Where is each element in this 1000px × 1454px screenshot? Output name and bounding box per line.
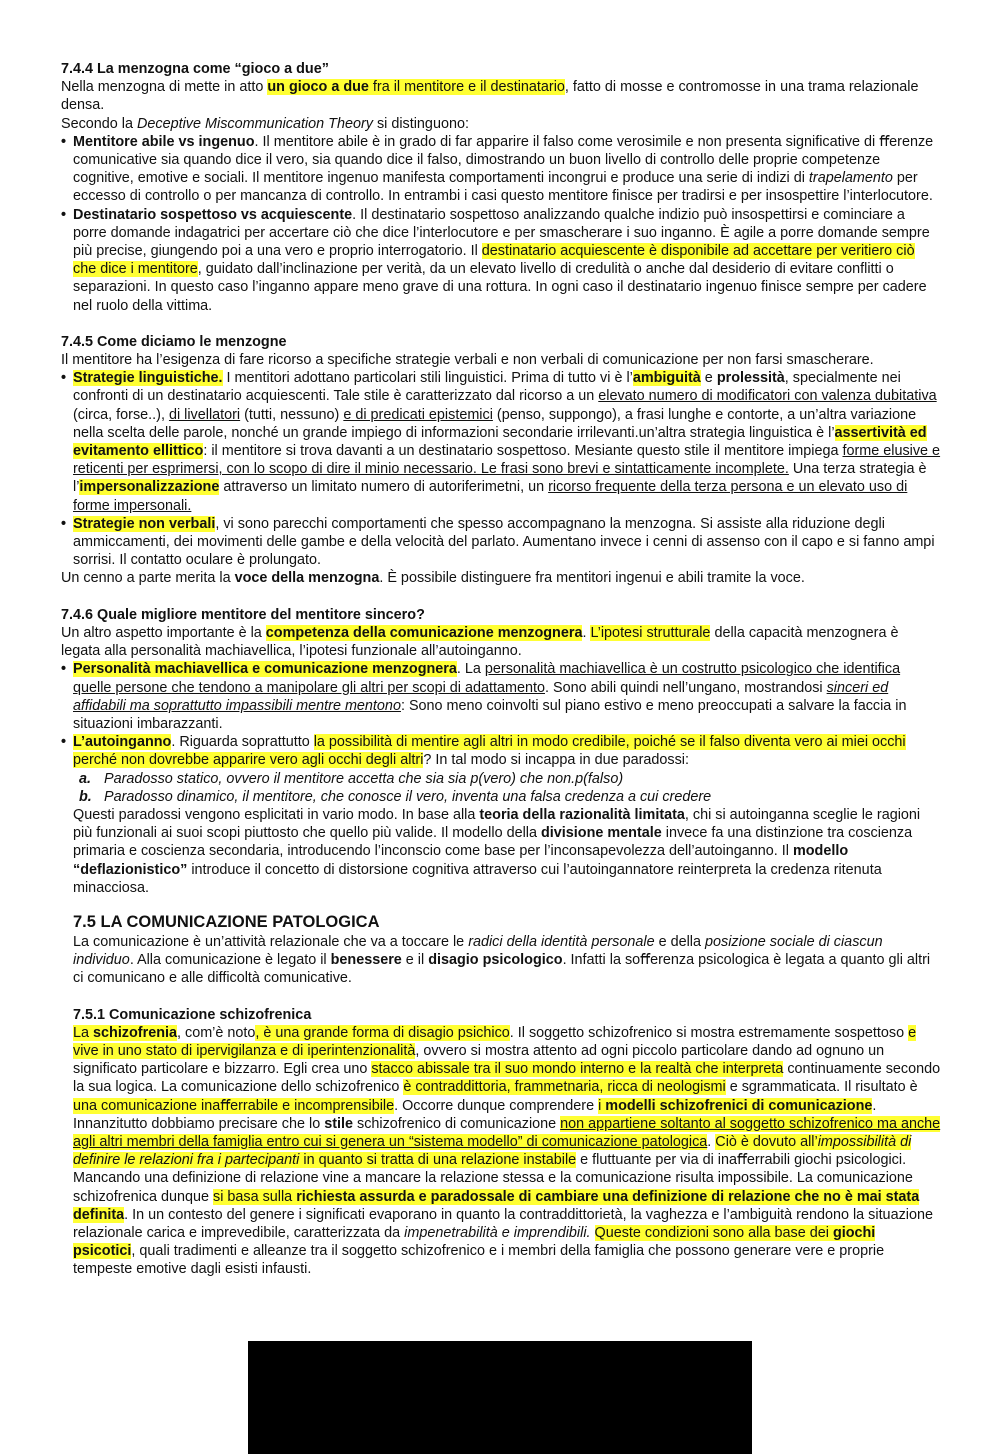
text-span: Secondo la: [61, 115, 138, 132]
sub-item-paradosso-dinamico: [79, 788, 941, 806]
text-span: . In un contesto del genere i significati evaporano in quanto la contraddittorietà, la vaghezza e l’ambiguità rendono la situazione relazionale carica e imprevedibile, caratterizzata da: [73, 1206, 933, 1241]
text-span: . Riguarda soprattutto: [171, 734, 314, 751]
text-span: Un cenno a parte merita la: [61, 570, 235, 587]
highlight-span: la possibilità di mentire agli altri in modo credibile, poiché se il falso diventa vero ai miei occhi perché non dovrebbe apparire vero agli occhi degli altri: [73, 734, 906, 769]
bullet-strategie-non-verbali: [61, 515, 941, 570]
bullet-autoinganno: [61, 733, 941, 769]
text-span: (tutti, nessuno): [240, 406, 344, 423]
underline-span: forme elusive e reticenti per esprimersi, con lo scopo di dire il minio necessario. Le frasi sono brevi e sintatticamente incomplete.: [73, 443, 941, 478]
highlight-bold-span: Strategie linguistiche.: [73, 370, 223, 387]
text-span: introduce il concetto di distorsione cognitiva attraverso cui l’autoingannatore reinterpreta la credenza ritenuta minacciosa.: [73, 861, 882, 896]
redaction-bar: [248, 1341, 752, 1454]
bold-span: disagio psicologico: [428, 952, 563, 969]
italic-span: Deceptive Miscommunication Theory: [137, 115, 373, 132]
paragraph-competenza: [61, 624, 941, 660]
bold-span: divisione mentale: [540, 825, 662, 842]
text-span: , il mentitore, che conosce il vero, inventa una falsa credenza a cui credere: [234, 788, 712, 805]
text-span: : Sono meno coinvolti sul piano estivo e meno preoccupati a salvare la faccia in situazioni imbarazzanti.: [73, 697, 907, 732]
text-span: ovvero il mentitore accetta che sia sia p(vero) che non.p(falso): [222, 770, 624, 787]
italic-span: radici della identità personale: [468, 933, 655, 950]
highlight-bold-span: impersonalizzazione: [79, 479, 220, 496]
text-span: fra il mentitore e il destinatario: [368, 79, 565, 96]
document-content: [61, 60, 941, 1279]
text-span: e: [700, 370, 717, 387]
text-span: . Innanzitutto dobbiamo precisare che lo: [73, 1097, 877, 1132]
highlight-span: [598, 1098, 872, 1114]
text-span: erenze comunicative sia quando dice il vero, sia quando dice il falso, dimostrando un buon livello di controllo delle proprie competenze cognitive, emotive e sociali. Il mentitore ingenuo manifesta comportamenti incongrui e produce una serie di indizi di: [73, 133, 934, 187]
text-span: , guidato dall’inclinazione per verità, da un elevato livello di credulità o anche dal desiderio di evitare conflitti o separazioni. In questo caso l’inganno appare meno grave di una rottura. In ogni caso il destinatario ingenuo finisce sempre per cadere nel ruolo della vittima.: [73, 261, 927, 314]
spacer: [61, 588, 941, 606]
text-span: continuamente secondo la sua logica. La comunicazione dello schizofrenico: [73, 1061, 941, 1096]
bold-span: benessere: [330, 952, 402, 969]
text-span: e fluttuante per via di ina: [576, 1152, 737, 1169]
bold-span: schizofrenia: [93, 1024, 177, 1041]
paragraph-schizofrenia: [73, 1024, 941, 1279]
bullet-list-personalita: [61, 660, 941, 769]
text-span: Nella menzogna di mette in atto: [61, 79, 268, 96]
text-span: La: [73, 1024, 94, 1041]
highlight-span: [73, 1025, 177, 1041]
section-heading-7-4-6: 7.4.6 Quale migliore mentitore del mentitore sincero?: [61, 606, 425, 623]
highlight-bold-span: Personalità machiavellica e comunicazione menzognera: [73, 661, 457, 678]
list-marker: b.: [79, 788, 92, 805]
text-span: Queste condizioni sono alla base dei: [594, 1224, 833, 1241]
text-span: Paradosso statico,: [104, 770, 223, 787]
text-span: Paradosso dinamico: [104, 788, 235, 805]
text-span: , chi si autoinganna sceglie le ragioni più funzionali ai suoi scopi piuttosto che quello più valide. Il modello della: [73, 806, 921, 842]
bullet-list-mentitore: [61, 133, 941, 315]
highlight-bold-span: ambiguità: [632, 370, 701, 387]
text-span: , com’è noto: [177, 1024, 256, 1041]
text-span: , specialmente nei confronti di un destinatario acquiescenti. Tale stile è caratterizzato dal ricorso a un: [73, 370, 901, 405]
bullet-strategie-linguistiche: [61, 369, 941, 515]
bold-span: stile: [324, 1115, 353, 1132]
text-span: errabili giochi psicologici. Mancando una definizione di relazione vine a mancare la relazione stessa e la comunicazione risulta impossibile. La comunicazione schizofrenica dunque: [73, 1152, 913, 1205]
text-span: Questi paradossi vengono esplicitati in vario modo. In base alla: [73, 806, 480, 823]
text-span: una comunicazione ina: [73, 1097, 221, 1114]
text-span: I mentitori adottano particolari stili linguistici. Prima di tutto vi è l’: [222, 370, 633, 387]
text-span: . Il destinatario sospettoso analizzando qualche indizio può insospettirsi e cominciare a porre domande indagatrici per accertare ciò che dice l’interlocutore e per smascherare i suo inganno. È agile a porre domande sempre più precise, giungendo poi a una vero e proprio interrogatorio. Il: [73, 206, 930, 260]
bold-span: richiesta assurda e paradossale di cambiare una definizione di relazione che no è mai stata definita: [73, 1188, 920, 1223]
text-span: i: [598, 1097, 606, 1114]
text-span: per eccesso di controllo o per mancanza di controllo. In entrambi i casi questo mentitore finisce per tradirsi e per insospettire l’interlocutore.: [73, 170, 933, 205]
text-span: . Occorre dunque comprendere: [394, 1097, 599, 1114]
section-heading-7-5-1: 7.5.1 Comunicazione schizofrenica: [73, 1006, 312, 1023]
list-marker: a.: [79, 770, 92, 787]
ligature-glyph: ﬀ: [640, 952, 651, 969]
text-span: . Sono abili quindi nell’ungano, mostrandosi: [545, 679, 827, 696]
text-span: ? In tal modo si incappa in due paradossi:: [423, 752, 689, 769]
italic-span: impenetrabilità e imprendibili.: [404, 1224, 591, 1241]
highlight-underline-span: non appartiene soltanto al soggetto schizofrenico ma anche agli altri membri della famiglia entro cui si genera un “sistema modello” di comunicazione patologica: [73, 1115, 941, 1150]
text-span: . Il soggetto schizofrenico si mostra estremamente sospettoso: [509, 1024, 909, 1041]
ligature-glyph: ﬀ: [736, 1152, 747, 1169]
text-span: . Infatti la so: [562, 952, 641, 969]
text-span: Ciò è dovuto all’: [715, 1133, 818, 1150]
bold-span: voce della menzogna: [234, 570, 380, 587]
text-span: erenza psicologica è legata a quanto gli altri ci comunicano e alle difficoltà comunicative.: [73, 952, 931, 987]
bullet-destinatario: [61, 206, 941, 315]
highlight-span: destinatario acquiescente è disponibile ad accettare per veritiero ciò che dice i mentitore: [73, 243, 915, 278]
text-span: e della: [654, 933, 705, 950]
highlight-bold-span: L’autoinganno: [73, 734, 172, 751]
paragraph-strategie-intro: Il mentitore ha l’esigenza di fare ricorso a specifiche strategie verbali e non verbali di comunicazione per non farsi smascherare.: [61, 352, 874, 369]
bold-span: modelli schizofrenici di comunicazione: [605, 1097, 873, 1114]
text-span: e sgrammaticata. Il risultato è: [725, 1079, 918, 1096]
bold-span: un gioco a due: [267, 79, 369, 96]
text-span: , quali tradimenti e alleanze tra il soggetto schizofrenico e i membri della famiglia che possono generare vere e proprie tempeste emotive dagli esisti infausti.: [73, 1243, 885, 1278]
text-span: . È possibile distinguere fra mentitori ingenui e abili tramite la voce.: [379, 570, 805, 587]
underline-span: e di predicati epistemici: [343, 406, 493, 423]
highlight-bold-span: Strategie non verbali: [73, 515, 216, 532]
text-span: . Il mentitore abile è in grado di far apparire il falso come verosimile e non presenta significative di: [254, 133, 880, 150]
highlight-span: [267, 79, 565, 95]
underline-span: elevato numero di modificatori con valenza dubitativa: [598, 388, 937, 405]
bullet-mentitore-abile: [61, 133, 941, 206]
bullet-machiavellica: [61, 660, 941, 733]
text-span: errabile e incomprensibile: [230, 1097, 395, 1114]
text-span: , fatto di mosse e contromosse in una trama relazionale densa.: [61, 79, 919, 114]
highlight-span: e vive in uno stato di ipervigilanza e di iperintenzionalità: [73, 1024, 917, 1059]
underline-span: ricorso frequente della terza persona e un elevato uso di forme impersonali.: [73, 479, 908, 514]
text-span: (penso, suppongo), a frasi lunghe e contorte, a un’altra variazione nella scelta delle parole, nonché un grande impiego di informazioni secondarie irrilevanti.un’altra strategia linguistica è l’: [73, 406, 917, 441]
paragraph-gioco-a-due: [61, 78, 941, 114]
text-span: (circa, forse..),: [73, 406, 169, 423]
sub-list-paradossi: [61, 770, 941, 806]
bullet-list-strategie: [61, 369, 941, 569]
section-heading-7-5: 7.5 LA COMUNICAZIONE PATOLOGICA: [73, 912, 380, 931]
text-span: in quanto si tratta di una relazione instabile: [299, 1152, 577, 1169]
text-span: invece fa una distinzione tra coscienza primaria e coscienza secondaria, introducendo l’inconscio come base per l’inconsapevolezza dell’autoinganno. Il: [73, 825, 913, 860]
text-span: . La: [456, 661, 485, 678]
text-span: attraverso un limitato numero di autoriferimetni, un: [219, 479, 549, 496]
text-span: , vi sono parecchi comportamenti che spesso accompagnano la menzogna. Si assiste alla riduzione degli ammiccamenti, dei movimenti delle gambe e della velocità del parlato. Aumentano invece i cenni di assenso con il capo e si fanno ampi sorrisi. Il contatto oculare è prolungato.: [73, 515, 935, 569]
text-span: .: [707, 1133, 716, 1150]
highlight-span: L’ipotesi strutturale: [590, 624, 711, 641]
text-span: e il: [401, 952, 429, 969]
ligature-glyph: ﬀ: [879, 133, 890, 150]
bold-span: Destinatario sospettoso vs acquiescente: [73, 206, 353, 223]
text-span: La comunicazione è un’attività relazionale che va a toccare le: [73, 933, 469, 950]
text-span: , ovvero si mostra attento ad ogni piccolo particolare dando ad ognuno un significato particolare e bizzarro. Egli crea uno: [73, 1042, 885, 1078]
text-span: .: [582, 624, 591, 641]
italic-span: trapelamento: [808, 170, 893, 187]
paragraph-paradossi-modelli: [61, 806, 941, 897]
highlight-span: [73, 1098, 394, 1114]
text-span: si distinguono:: [372, 115, 469, 132]
italic-span: impossibilità di definire le relazioni fra i partecipanti: [73, 1133, 912, 1169]
text-span: della capacità menzognera è legata alla personalità machiavellica, l’ipotesi funzionale all’autoinganno.: [61, 624, 899, 660]
section-heading-7-4-5: 7.4.5 Come diciamo le menzogne: [61, 333, 287, 350]
paragraph-comunicazione-patologica: [73, 933, 941, 988]
ligature-glyph: ﬀ: [220, 1097, 231, 1114]
underline-span: personalità machiavellica è un costrutto psicologico che identifica quelle persone che tendono a manipolare gli altri per scopi di adattamento: [73, 661, 901, 696]
bold-span: Mentitore abile vs ingenuo: [73, 133, 255, 150]
paragraph-deceptive-theory: [61, 115, 941, 133]
bold-span: modello “deflazionistico”: [73, 843, 849, 878]
text-span: Un altro aspetto importante è la: [61, 624, 266, 641]
bold-span: prolessità: [716, 370, 785, 387]
italic-span: sinceri ed affidabili ma soprattutto impassibili mentre mentono: [73, 679, 889, 714]
sub-item-paradosso-statico: [79, 770, 941, 788]
text-span: schizofrenico di comunicazione: [353, 1115, 561, 1132]
text-span: Una terza strategia è l’: [73, 461, 927, 496]
spacer: [73, 988, 941, 1006]
spacer: [61, 897, 941, 911]
italic-span: posizione sociale di ciascun individuo: [73, 933, 883, 969]
section-heading-7-4-4: 7.4.4 La menzogna come “gioco a due”: [61, 61, 329, 77]
paragraph-voce-menzogna: [61, 569, 941, 587]
highlight-span: , è una grande forma di disagio psichico: [255, 1024, 510, 1041]
bold-span: giochi psicotici: [73, 1224, 876, 1260]
bold-span: teoria della razionalità limitata: [479, 806, 685, 823]
highlight-bold-span: assertività ed evitamento ellittico: [73, 424, 927, 460]
text-span: : il mentitore si trova davanti a un destinatario sospettoso. Mesiante questo stile il mentitore impiega: [203, 443, 843, 460]
highlight-span: stacco abissale tra il suo mondo interno e la realtà che interpreta: [371, 1061, 784, 1078]
section-7-5: [61, 911, 941, 1279]
text-span: . Alla comunicazione è legato il: [129, 952, 331, 969]
underline-span: di livellatori: [168, 406, 241, 423]
text-span: si basa sulla: [213, 1188, 297, 1205]
spacer: [61, 315, 941, 333]
highlight-span: è contraddittoria, frammetnaria, ricca di neologismi: [403, 1079, 726, 1096]
highlight-bold-span: competenza della comunicazione menzognera: [265, 624, 583, 641]
